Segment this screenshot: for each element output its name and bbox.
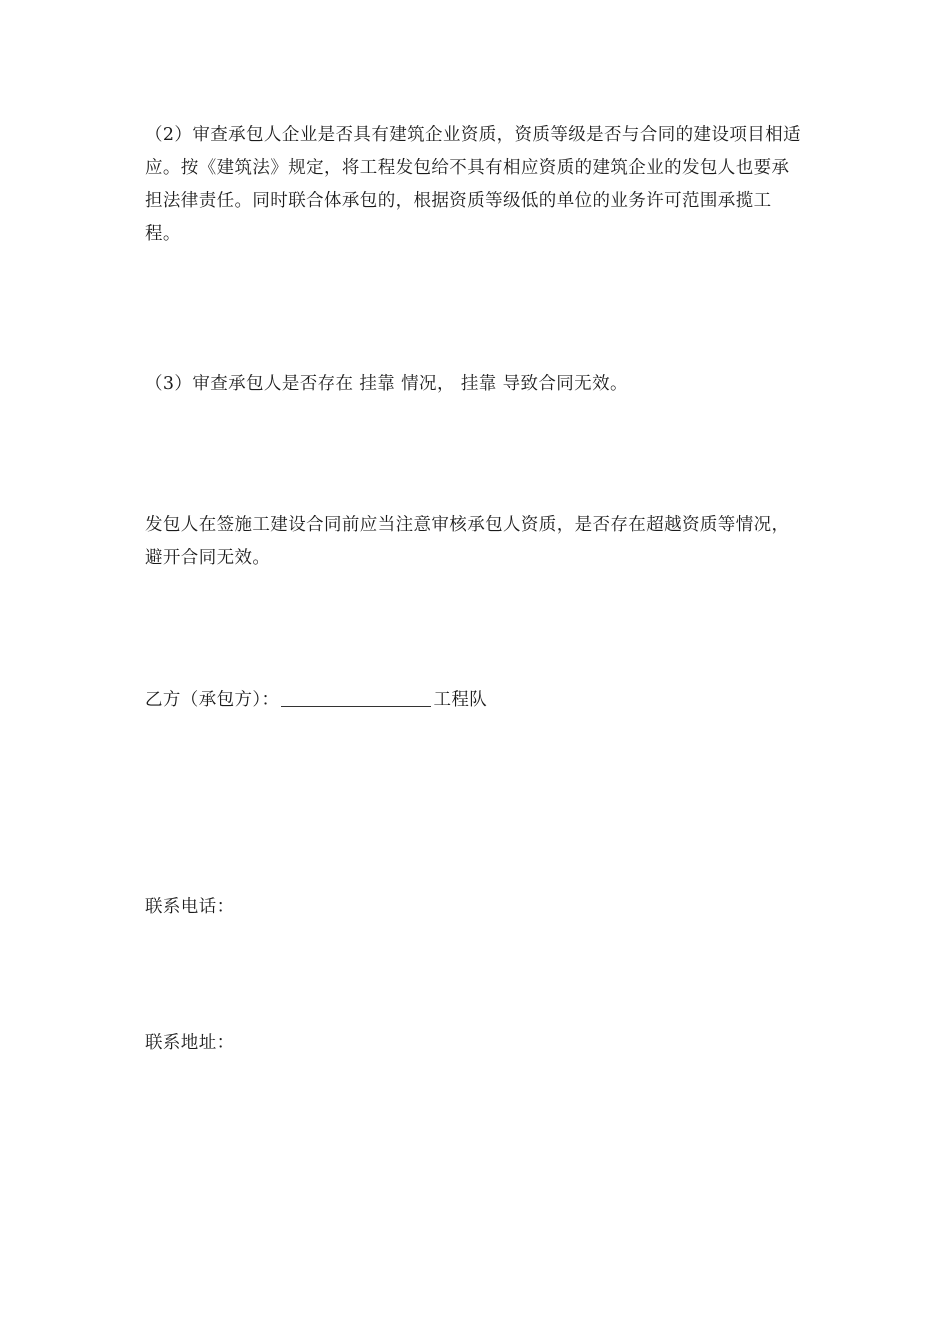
contractor-party-line xyxy=(145,684,487,717)
paragraph-contract-advice: 发包人在签施工建设合同前应当注意审核承包人资质，是否存在超越资质等情况，避开合同无效。 xyxy=(145,515,790,568)
contractor-party-suffix: 工程队 xyxy=(433,690,488,710)
contact-phone-line xyxy=(145,891,235,924)
contact-address-label: 联系地址： xyxy=(145,1033,235,1053)
contact-address-line xyxy=(145,1027,235,1060)
contact-phone-label: 联系电话： xyxy=(145,897,235,917)
paragraph-qualification-review: （2）审查承包人企业是否具有建筑企业资质，资质等级是否与合同的建设项目相适应。按《建筑法》规定，将工程发包给不具有相应资质的建筑企业的发包人也要承担法律责任。同时联合体承包的，根据资质等级低的单位的业务许可范围承揽工程。 xyxy=(145,125,801,244)
contractor-name-blank[interactable] xyxy=(281,686,431,707)
contractor-party-label: 乙方（承包方）： xyxy=(145,690,280,710)
paragraph-affiliation-review: （3）审查承包人是否存在 挂靠 情况， 挂靠 导致合同无效。 xyxy=(145,374,628,394)
